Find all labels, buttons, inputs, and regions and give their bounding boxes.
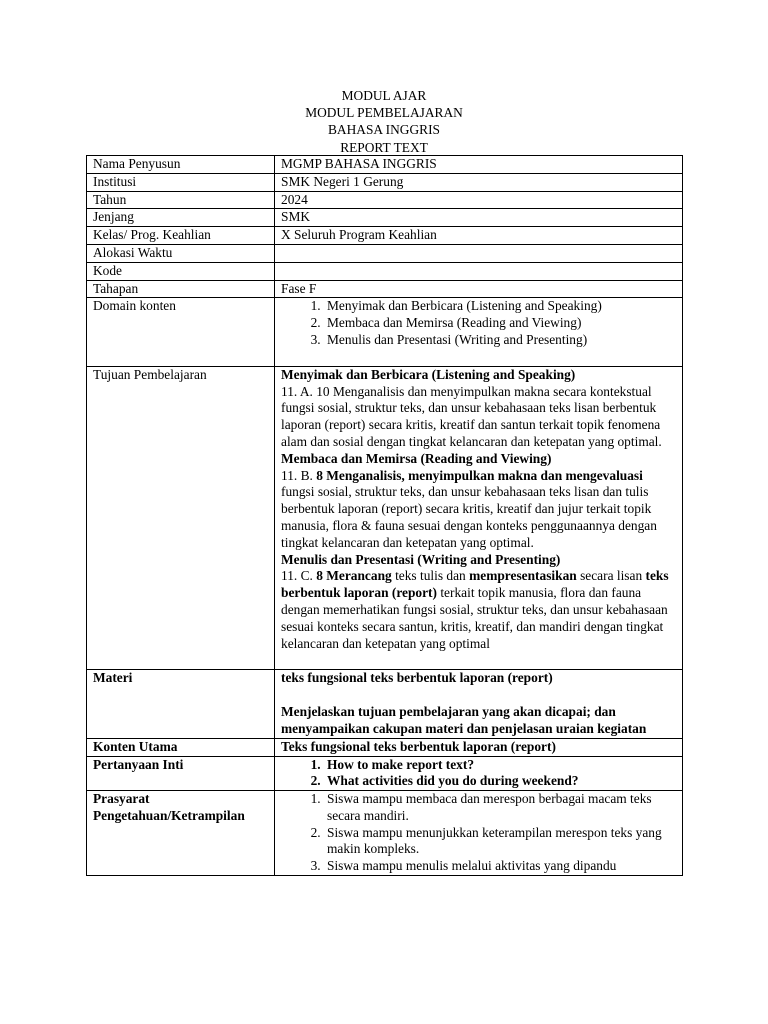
row-value: 2024 (275, 191, 683, 209)
list-item: 2. Siswa mampu menunjukkan keterampilan merespon teks yang makin kompleks. (324, 825, 676, 859)
row-value (275, 791, 683, 876)
question-list (281, 757, 676, 791)
table-row-konten-utama (87, 738, 683, 756)
row-label: Pertanyaan Inti (87, 756, 275, 791)
prerequisite-list (281, 791, 676, 875)
row-value (275, 244, 683, 262)
list-item: 1. How to make report text? (324, 757, 676, 774)
title-line: MODUL AJAR (341, 88, 427, 103)
row-value: X Seluruh Program Keahlian (275, 227, 683, 245)
list-item: 2. Membaca dan Memirsa (Reading and Viewing) (324, 315, 676, 332)
list-item: 1. Menyimak dan Berbicara (Listening and Speaking) (324, 298, 676, 315)
row-label: Tahapan (87, 280, 275, 298)
table-row-pertanyaan (87, 756, 683, 791)
row-label: Materi (87, 670, 275, 738)
table-row (87, 156, 683, 174)
table-row (87, 280, 683, 298)
row-value: Fase F (275, 280, 683, 298)
row-label: Jenjang (87, 209, 275, 227)
title-line: BAHASA INGGRIS (328, 122, 440, 138)
module-info-table (86, 155, 683, 876)
document-title (0, 88, 768, 157)
table-row-materi (87, 670, 683, 738)
row-label: Alokasi Waktu (87, 244, 275, 262)
row-label: Nama Penyusun (87, 156, 275, 174)
domain-list (281, 298, 676, 348)
row-label: Institusi (87, 173, 275, 191)
table-row (87, 244, 683, 262)
list-item: 2. What activities did you do during weekend? (324, 773, 676, 790)
row-value: SMK Negeri 1 Gerung (275, 173, 683, 191)
table-row-prasyarat (87, 791, 683, 876)
title-line: REPORT TEXT (340, 139, 428, 155)
table-row (87, 209, 683, 227)
row-value (275, 366, 683, 670)
table-row (87, 191, 683, 209)
paragraph: Menjelaskan tujuan pembelajaran yang akan dicapai; dan menyampaikan cakupan materi dan penjelasan uraian kegiatan (281, 704, 647, 736)
table-row (87, 173, 683, 191)
table-row (87, 227, 683, 245)
paragraph: 11. C. 8 Merancang teks tulis dan mempresentasikan secara lisan teks berbentuk laporan (report) terkait topik manusia, flora dan fauna dengan memerhatikan fungsi sosial, struktur teks, dan unsur kebahasaan sesuai konteks secara santun, kritis, kreatif, dan mandiri dengan tingkat kelancaran dan ketepatan yang optimal (281, 568, 669, 651)
row-value: Teks fungsional teks berbentuk laporan (report) (275, 738, 683, 756)
row-label: Prasyarat Pengetahuan/Ketrampilan (87, 791, 275, 876)
title-line: MODUL PEMBELAJARAN (305, 105, 463, 121)
table-row (87, 262, 683, 280)
section-heading: Menyimak dan Berbicara (Listening and Speaking) (281, 366, 576, 382)
paragraph: 11. B. 8 Menganalisis, menyimpulkan makna dan mengevaluasi fungsi sosial, struktur teks, dan unsur kebahasaan teks lisan dan tulis berbentuk laporan (report) secara kritis, kreatif dan jujur terkait topik manusia, flora & fauna sesuai dengan konteks penggunaannya dengan tingkat kelancaran dan ketepatan yang optimal. (281, 467, 657, 550)
section-heading: Membaca dan Memirsa (Reading and Viewing) (281, 450, 552, 466)
row-label: Kode (87, 262, 275, 280)
row-value (275, 262, 683, 280)
table-row-domain (87, 298, 683, 366)
row-value (275, 298, 683, 366)
row-label: Kelas/ Prog. Keahlian (87, 227, 275, 245)
row-label: Domain konten (87, 298, 275, 366)
row-label: Konten Utama (87, 738, 275, 756)
list-item: 3. Siswa mampu menulis melalui aktivitas yang dipandu (324, 858, 676, 875)
row-label: Tujuan Pembelajaran (87, 366, 275, 670)
paragraph: teks fungsional teks berbentuk laporan (report) (281, 670, 553, 686)
row-value (275, 670, 683, 738)
section-heading: Menulis dan Presentasi (Writing and Presenting) (281, 551, 561, 567)
row-value (275, 756, 683, 791)
list-item: 1. Siswa mampu membaca dan merespon berbagai macam teks secara mandiri. (324, 791, 676, 825)
row-value: MGMP BAHASA INGGRIS (275, 156, 683, 174)
list-item: 3. Menulis dan Presentasi (Writing and Presenting) (324, 332, 676, 349)
paragraph: 11. A. 10 Menganalisis dan menyimpulkan makna secara kontekstual fungsi sosial, struktur teks, dan unsur kebahasaan teks lisan berbentuk laporan (report) secara kritis, kreatif dan santun terkait topik fenomena alam dan sosial dengan tingkat kelancaran dan ketepatan yang optimal. (281, 383, 662, 449)
row-value: SMK (275, 209, 683, 227)
table-row-tujuan (87, 366, 683, 670)
row-label: Tahun (87, 191, 275, 209)
